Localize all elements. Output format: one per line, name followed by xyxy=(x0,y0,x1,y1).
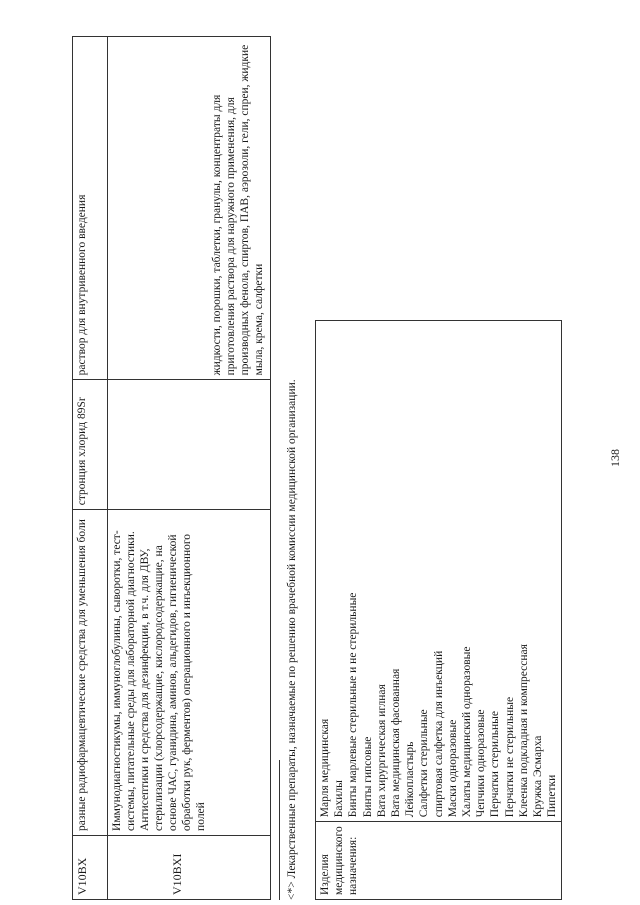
list-item: Вата хирургическая иглная xyxy=(375,684,388,818)
table-row xyxy=(316,321,562,900)
table-row xyxy=(73,37,108,900)
list-item: Пипетки xyxy=(546,774,559,818)
list-item: Перчатки не стерильные xyxy=(503,696,516,818)
list-item: спиртовая салфетка для инъекций xyxy=(432,650,445,818)
list-item: Вата медицинская фасованная xyxy=(390,668,403,818)
list-item: Бинты марлевые стерильные и не стерильные xyxy=(347,592,360,818)
drug-substance: стронция хлорид 89Sr xyxy=(73,380,108,510)
list-item: Кружка Эсмарха xyxy=(532,735,545,818)
medical-supplies-table xyxy=(315,320,562,900)
list-item: Бахилы xyxy=(333,780,346,818)
drug-substance xyxy=(108,380,271,510)
list-item: Халаты медицинский одноразовые xyxy=(461,646,474,818)
dosage-form: раствор для внутривенного введения xyxy=(73,37,108,380)
page-number: 138 xyxy=(608,449,622,467)
footnote: <*> Лекарственные препараты, назначаемые по решению врачебной комиссии медицинской организации. xyxy=(286,379,298,900)
drug-group-description: Иммунодиагностикумы, иммуноглобулины, сыворотки, тест-системы, питательные среды для лабораторной диагностики. xyxy=(111,530,137,831)
list-item: Лейкопластырь xyxy=(404,741,417,818)
list-item: Перчатки стерильные xyxy=(489,711,502,818)
drug-group-description: Антисептики и средства для дезинфекции, в т.ч. для ДВУ, стерилизации (хлорсодержащие, кислородсодержащие, на основе ЧАС, гуанидина, аминов, альдегидов, гигиенической обработки рук, ферментов) операционного и инъекционного полей xyxy=(139,533,207,831)
atc-code: V10BX xyxy=(73,835,108,899)
table-row xyxy=(108,37,271,900)
list-item: Клеенка подкладная и компрессная xyxy=(517,644,530,818)
list-item: Чепчики одноразовые xyxy=(475,709,488,818)
list-item: Марля медицинская xyxy=(319,718,331,818)
list-item: Бинты гипсовые xyxy=(361,736,374,818)
atc-code: V10BXI xyxy=(170,853,184,895)
list-item: Салфетки стерильные xyxy=(418,709,431,818)
drug-table xyxy=(72,36,271,900)
supply-list xyxy=(316,321,562,822)
dosage-form: жидкости, порошки, таблетки, гранулы, концентраты для приготовления раствора для наружного применения, для производных фенола, спиртов, ПАВ, аэрозоли, гели, спреи, жидкие мыла, крема, салфетки xyxy=(211,44,265,376)
footnote-divider xyxy=(279,760,280,900)
category-label: Изделия медицинского назначения: xyxy=(316,822,562,900)
drug-group-description: разные радиофармацевтические средства для уменьшения боли xyxy=(73,510,108,836)
list-item: Маски одноразовые xyxy=(446,719,459,818)
